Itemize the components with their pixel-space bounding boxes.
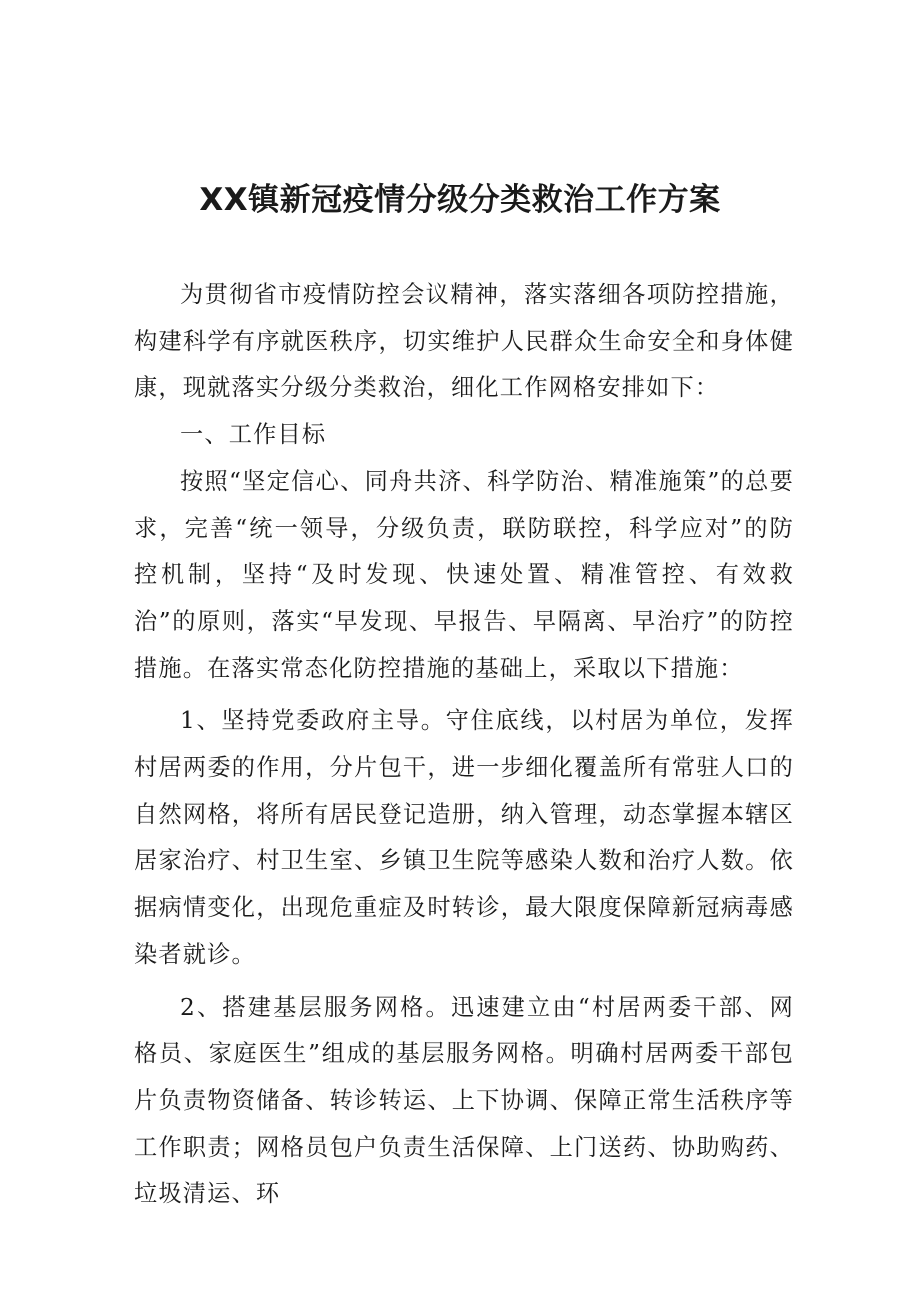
- paragraph-requirements: 按照“坚定信心、同舟共济、科学防治、精准施策”的总要求，完善“统一领导，分级负责，联防联控，科学应对”的防控机制，坚持“及时发现、快速处置、精准管控、有效救治”的原则，落实“早发现、早报告、早隔离、早治疗”的防控措施。在落实常态化防控措施的基础上，采取以下措施：: [134, 467, 794, 682]
- section-heading-goals: 一、工作目标: [180, 421, 327, 449]
- paragraph-item-2: 2、搭建基层服务网格。迅速建立由“村居两委干部、网格员、家庭医生”组成的基层服务网格。明确村居两委干部包片负责物资储备、转诊转运、上下协调、保障正常生活秩序等工作职责；网格员包户负责生活保障、上门送药、协助购药、垃圾清运、环: [134, 993, 794, 1208]
- document-title: XX镇新冠疫情分级分类救治工作方案: [199, 182, 721, 218]
- paragraph-intro: 为贯彻省市疫情防控会议精神，落实落细各项防控措施，构建科学有序就医秩序，切实维护人民群众生命安全和身体健康，现就落实分级分类救治，细化工作网格安排如下：: [134, 281, 794, 402]
- paragraph-item-1: 1、坚持党委政府主导。守住底线，以村居为单位，发挥村居两委的作用，分片包干，进一步细化覆盖所有常驻人口的自然网格，将所有居民登记造册，纳入管理，动态掌握本辖区居家治疗、村卫生室、乡镇卫生院等感染人数和治疗人数。依据病情变化，出现危重症及时转诊，最大限度保障新冠病毒感染者就诊。: [134, 707, 794, 968]
- document-body: [134, 272, 794, 1218]
